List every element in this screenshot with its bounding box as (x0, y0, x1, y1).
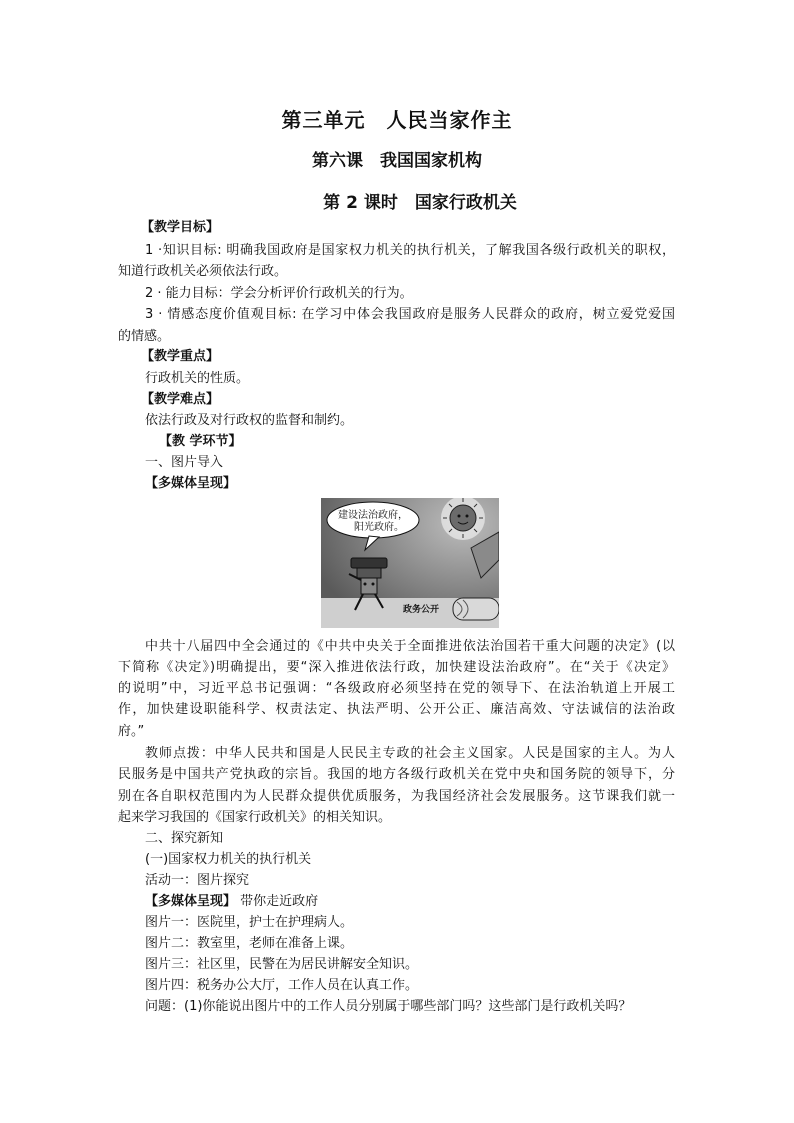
media-heading-2-text: 带你走近政府 (236, 894, 319, 909)
activity-1-heading: 活动一：图片探究 (145, 873, 250, 888)
picture-1-text: 图片一：医院里，护士在护理病人。 (145, 915, 354, 930)
scroll-label: 政务公开 (402, 605, 440, 615)
paragraph-1-line-1: 中共十八届四中全会通过的《中共中央关于全面推进依法治国若干重大问题的决定》(以 (145, 639, 675, 654)
goal-3-line-1: 3 · 情感态度价值观目标: 在学习中体会我国政府是服务人民群众的政府，树立爱党爱国 (145, 307, 675, 322)
goal-1-line-2: 知道行政机关必须依法行政。 (118, 264, 288, 279)
difficult-points-text: 依法行政及对行政权的监督和制约。 (145, 413, 354, 428)
period-title: 第 2 课时 国家行政机关 (323, 193, 517, 213)
paragraph-2-line-4: 起来学习我国的《国家行政机关》的相关知识。 (118, 810, 392, 825)
paragraph-1-line-2: 下简称《决定》)明确提出，要“深入推进依法行政，加快建设法治政府”。在“关于《决定》 (118, 660, 675, 675)
media-heading-2-row (145, 892, 318, 912)
question-1-text: 问题：(1)你能说出图片中的工作人员分别属于哪些部门吗？这些部门是行政机关吗？ (145, 999, 632, 1014)
key-points-text: 行政机关的性质。 (145, 371, 250, 386)
speech-line-1: 建设法治政府， (338, 510, 408, 521)
paragraph-1-line-4: 作，加快建设职能科学、权责法定、执法严明、公开公正、廉洁高效、守法诚信的法治政 (118, 702, 675, 717)
subsection-1-heading: (一)国家权力机关的执行机关 (145, 852, 312, 867)
unit-title: 第三单元 人民当家作主 (281, 108, 513, 132)
sun-icon (441, 498, 485, 540)
paragraph-1-line-5: 府。” (118, 724, 145, 739)
goal-3-line-2: 的情感。 (118, 329, 171, 344)
goal-1-line-1: 1 ·知识目标: 明确我国政府是国家权力机关的执行机关，了解我国各级行政机关的职权， (145, 243, 675, 258)
lesson-title: 第六课 我国国家机构 (312, 151, 482, 171)
media-heading-1: 【多媒体呈现】 (145, 476, 237, 491)
speech-line-2: 阳光政府。 (354, 522, 404, 533)
goals-heading: 【教学目标】 (141, 220, 220, 235)
paragraph-2-line-2: 民服务是中国共产党执政的宗旨。我国的地方各级行政机关在党中央和国务院的领导下，分 (118, 767, 675, 782)
paragraph-1-line-3: 的说明”中，习近平总书记强调：“各级政府必须坚持在党的领导下、在法治轨道上开展工 (118, 681, 675, 696)
government-cartoon-image (321, 498, 499, 628)
picture-4-text: 图片四：税务办公大厅，工作人员在认真工作。 (145, 978, 419, 993)
paragraph-2-line-3: 别在各自职权范围内为人民群众提供优质服务，为我国经济社会发展服务。这节课我们就一 (118, 789, 675, 804)
goal-2: 2 · 能力目标：学会分析评价行政机关的行为。 (145, 286, 413, 301)
section-2-heading: 二、探究新知 (145, 831, 224, 846)
difficult-points-heading: 【教学难点】 (141, 392, 220, 407)
paragraph-2-line-1: 教师点拨：中华人民共和国是人民民主专政的社会主义国家。人民是国家的主人。为人 (145, 746, 675, 761)
picture-3-text: 图片三：社区里，民警在为居民讲解安全知识。 (145, 957, 419, 972)
section-1-heading: 一、图片导入 (145, 455, 224, 470)
process-heading: 【教 学环节】 (159, 434, 242, 449)
key-points-heading: 【教学重点】 (141, 349, 220, 364)
media-heading-2: 【多媒体呈现】 (145, 894, 237, 909)
picture-2-text: 图片二：教室里，老师在准备上课。 (145, 936, 354, 951)
